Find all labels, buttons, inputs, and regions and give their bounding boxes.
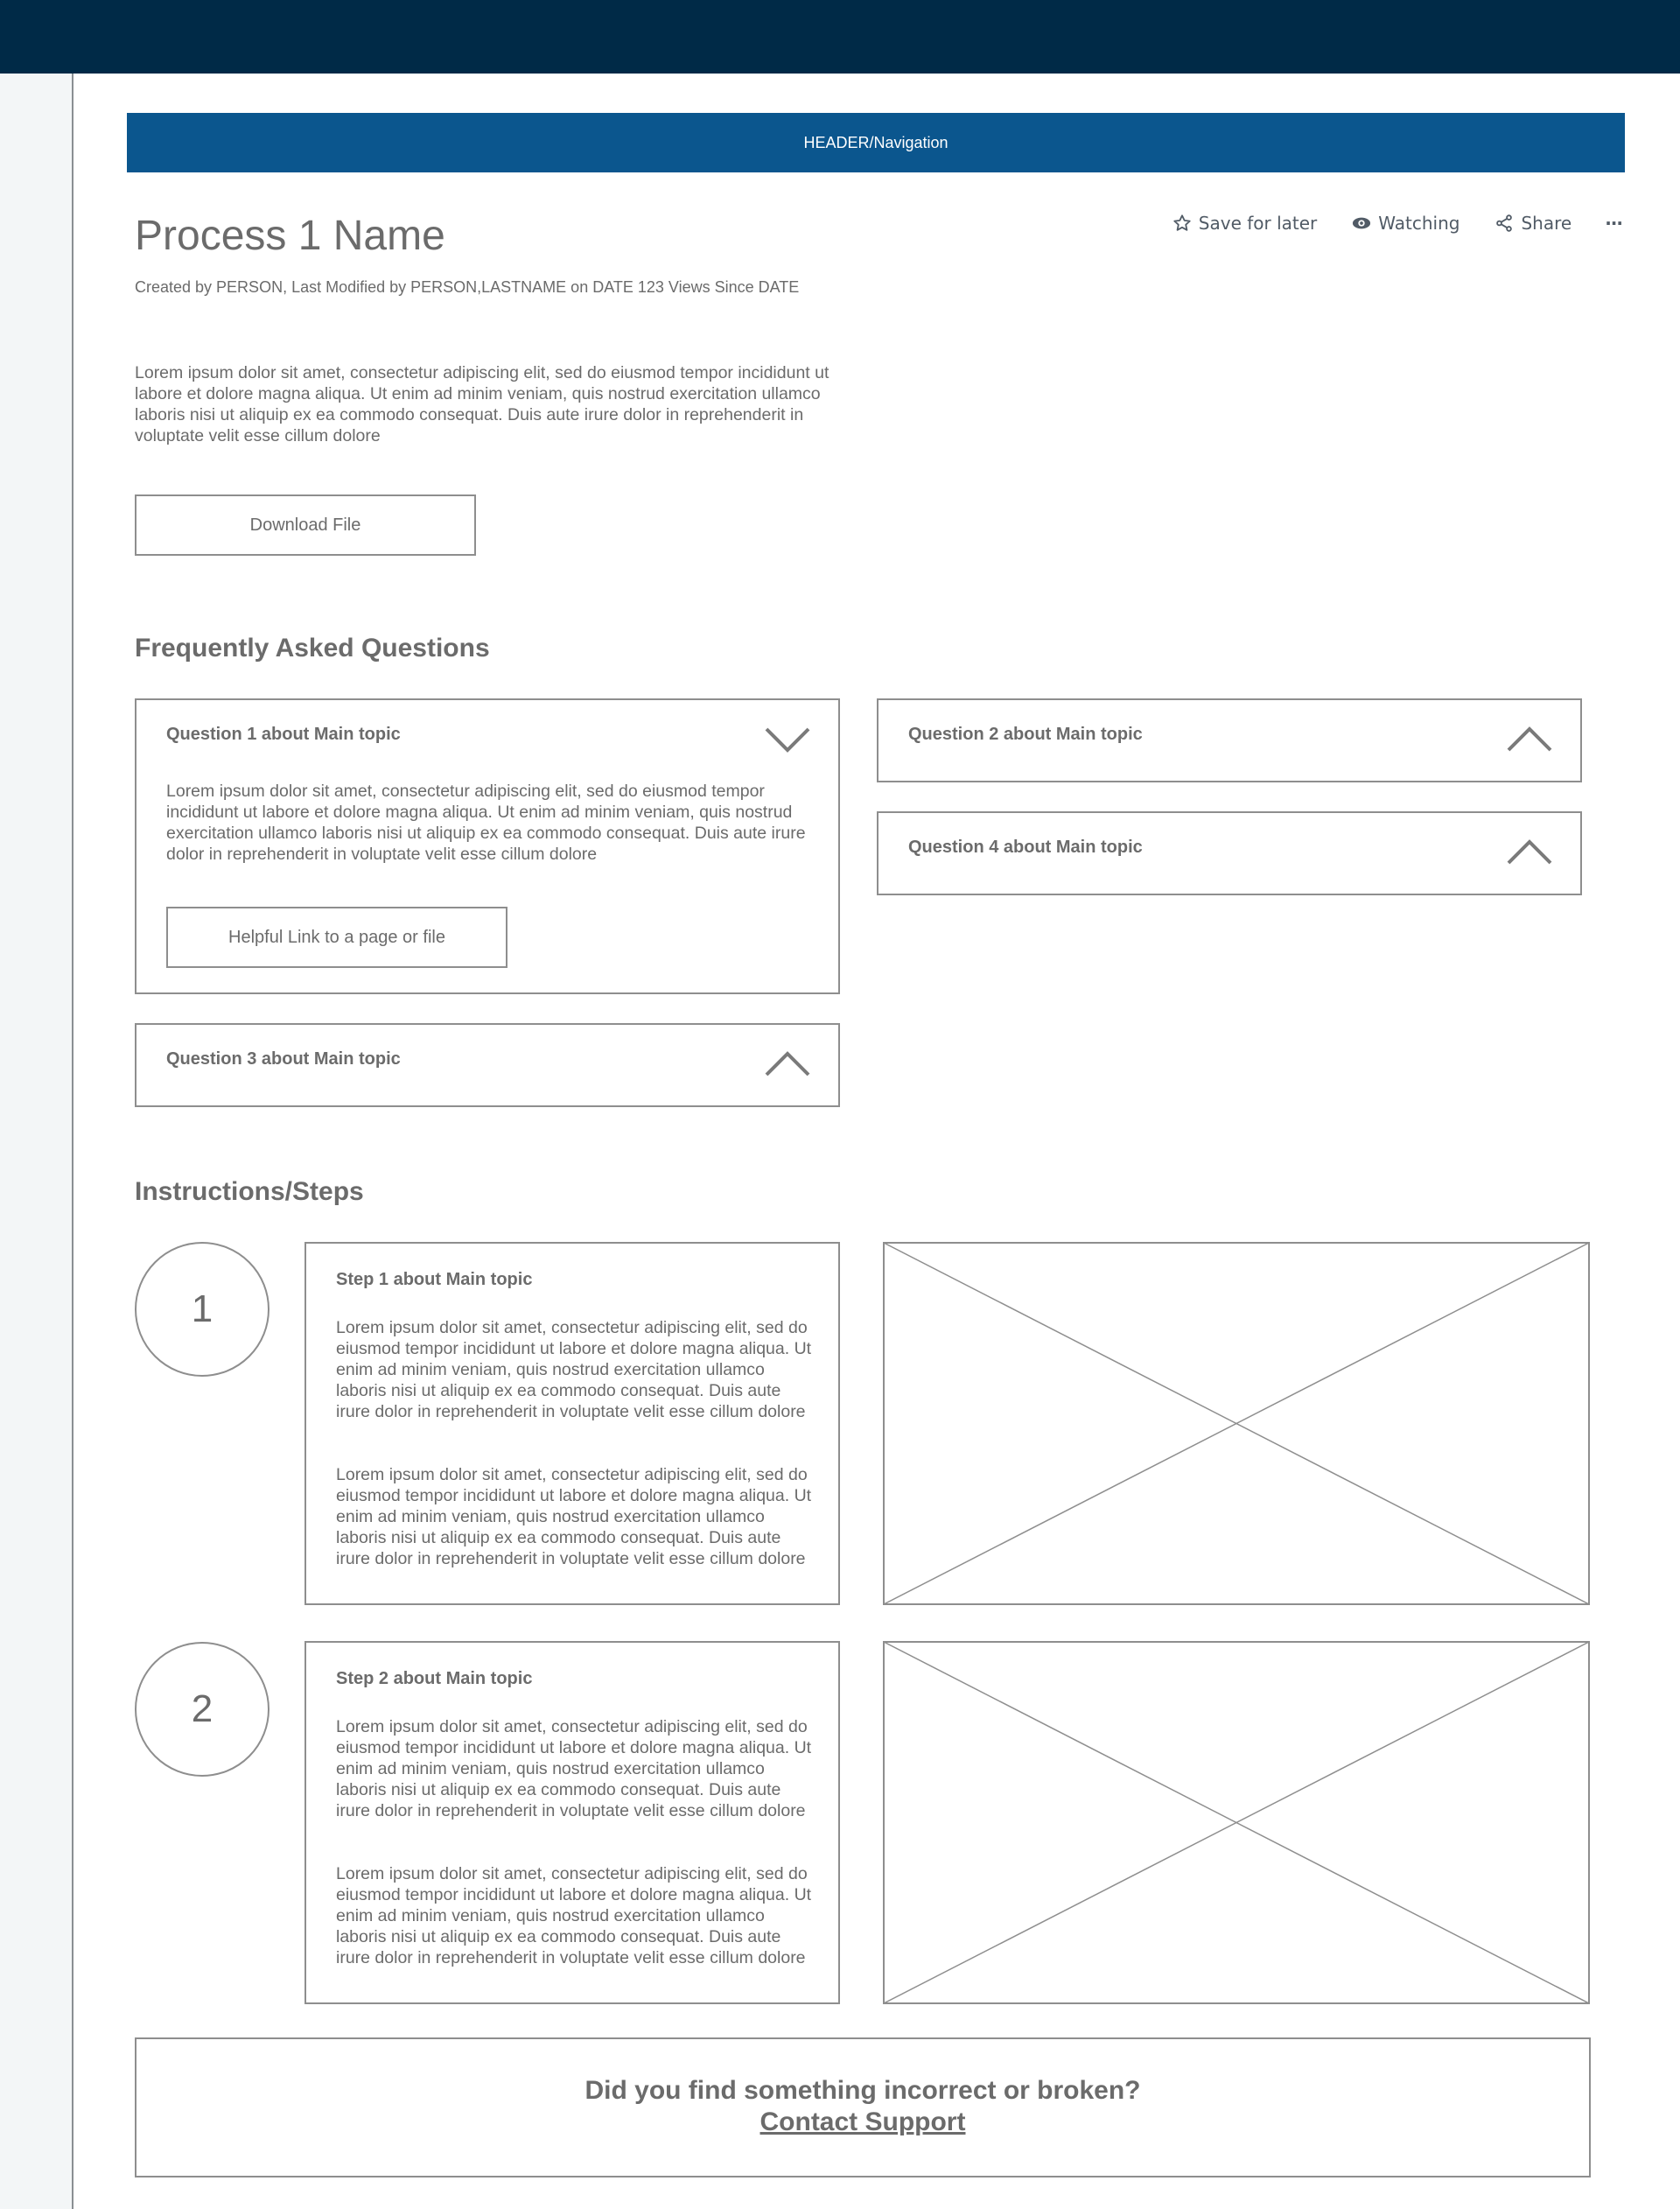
watching-label: Watching: [1378, 213, 1460, 234]
save-for-later-button[interactable]: [1172, 213, 1318, 234]
image-placeholder-2: [883, 1641, 1590, 2004]
helpful-link-button[interactable]: Helpful Link to a page or file: [166, 907, 508, 968]
step-number-2: 2: [135, 1642, 270, 1777]
faq-answer-1: Lorem ipsum dolor sit amet, consectetur adipiscing elit, sed do eiusmod tempor incididunt ut labore et dolore magna aliqua. Ut enim ad minim veniam, quis nostrud exercitation ullamco laboris nisi ut aliquip ex ea commodo consequat. Duis aute irure dolor in reprehenderit in voluptate velit esse cillum dolore: [166, 782, 806, 864]
page-meta: Created by PERSON, Last Modified by PERSON,LASTNAME on DATE 123 Views Since DATE: [135, 278, 800, 296]
share-icon: [1494, 214, 1514, 233]
watching-button[interactable]: [1352, 213, 1460, 234]
step-paragraph: Lorem ipsum dolor sit amet, consectetur adipiscing elit, sed do eiusmod tempor incididunt ut labore et dolore magna aliqua. Ut enim ad minim veniam, quis nostrud exercitation ullamco laboris nisi ut aliquip ex ea commodo consequat. Duis aute irure dolor in reprehenderit in voluptate velit esse cillum dolore: [336, 1717, 812, 1820]
faq-question-2[interactable]: Question 2 about Main topic: [908, 725, 1143, 744]
image-placeholder-1: [883, 1242, 1590, 1605]
step-title-2: Step 2 about Main topic: [336, 1669, 533, 1688]
eye-icon: [1352, 216, 1371, 230]
more-icon: ···: [1605, 213, 1622, 234]
page-actions: [1138, 210, 1622, 236]
chevron-down-icon[interactable]: [765, 726, 810, 753]
faq-item-1[interactable]: [135, 698, 840, 994]
step-number-1: 1: [135, 1242, 270, 1377]
step-paragraph: Lorem ipsum dolor sit amet, consectetur adipiscing elit, sed do eiusmod tempor incididunt ut labore et dolore magna aliqua. Ut enim ad minim veniam, quis nostrud exercitation ullamco laboris nisi ut aliquip ex ea commodo consequat. Duis aute irure dolor in reprehenderit in voluptate velit esse cillum dolore: [336, 1465, 812, 1568]
left-sidebar: [0, 74, 74, 2209]
step-card-1: [304, 1242, 840, 1605]
step-paragraph: Lorem ipsum dolor sit amet, consectetur adipiscing elit, sed do eiusmod tempor incididunt ut labore et dolore magna aliqua. Ut enim ad minim veniam, quis nostrud exercitation ullamco laboris nisi ut aliquip ex ea commodo consequat. Duis aute irure dolor in reprehenderit in voluptate velit esse cillum dolore: [336, 1318, 812, 1421]
step-title-1: Step 1 about Main topic: [336, 1270, 533, 1289]
steps-heading: Instructions/Steps: [135, 1177, 364, 1206]
faq-item-4[interactable]: [877, 811, 1582, 895]
top-app-bar: [0, 0, 1680, 74]
more-actions-button[interactable]: [1605, 213, 1622, 234]
support-question: Did you find something incorrect or broken?: [584, 2076, 1141, 2105]
chevron-up-icon[interactable]: [1507, 726, 1552, 753]
save-for-later-label: Save for later: [1198, 213, 1318, 234]
step-paragraph: Lorem ipsum dolor sit amet, consectetur adipiscing elit, sed do eiusmod tempor incididunt ut labore et dolore magna aliqua. Ut enim ad minim veniam, quis nostrud exercitation ullamco laboris nisi ut aliquip ex ea commodo consequat. Duis aute irure dolor in reprehenderit in voluptate velit esse cillum dolore: [336, 1864, 812, 1967]
download-file-button[interactable]: Download File: [135, 494, 476, 556]
support-box: [135, 2037, 1591, 2177]
chevron-up-icon[interactable]: [765, 1051, 810, 1077]
header-navigation-label: HEADER/Navigation: [803, 133, 948, 151]
star-icon: [1172, 214, 1192, 233]
share-button[interactable]: [1494, 213, 1572, 234]
faq-question-4[interactable]: Question 4 about Main topic: [908, 838, 1143, 857]
header-navigation[interactable]: [127, 113, 1625, 172]
share-label: Share: [1521, 213, 1572, 234]
chevron-up-icon[interactable]: [1507, 839, 1552, 866]
step-card-2: [304, 1641, 840, 2004]
contact-support-link[interactable]: Contact Support: [760, 2107, 966, 2136]
faq-heading: Frequently Asked Questions: [135, 634, 490, 663]
faq-question-3[interactable]: Question 3 about Main topic: [166, 1049, 401, 1069]
faq-item-2[interactable]: [877, 698, 1582, 782]
faq-item-3[interactable]: [135, 1023, 840, 1107]
faq-question-1[interactable]: Question 1 about Main topic: [166, 725, 401, 744]
intro-paragraph: Lorem ipsum dolor sit amet, consectetur adipiscing elit, sed do eiusmod tempor incididunt ut labore et dolore magna aliqua. Ut enim ad minim veniam, quis nostrud exercitation ullamco laboris nisi ut aliquip ex ea commodo consequat. Duis aute irure dolor in reprehenderit in voluptate velit esse cillum dolore: [135, 363, 830, 445]
page-title: Process 1 Name: [135, 213, 445, 259]
